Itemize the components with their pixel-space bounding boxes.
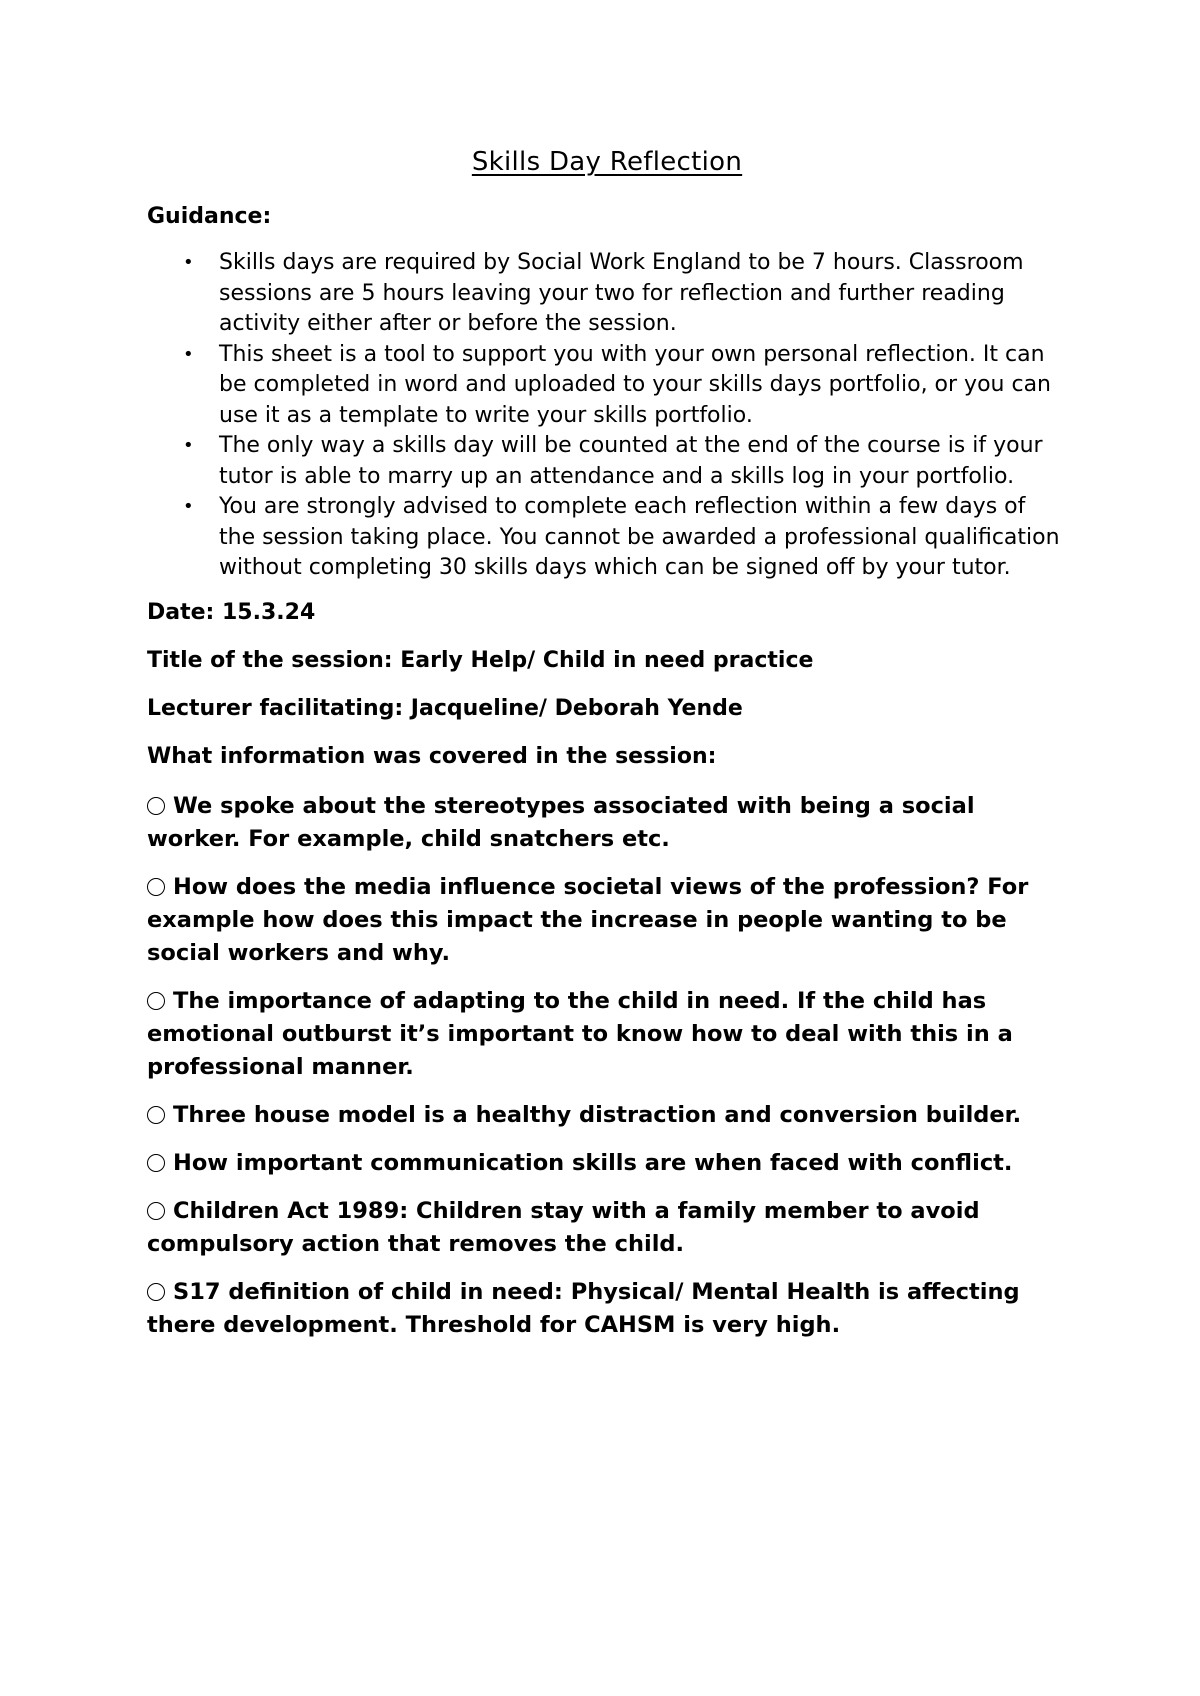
bullet-icon: • xyxy=(183,496,194,517)
guidance-item xyxy=(147,248,1067,340)
guidance-item-text: This sheet is a tool to support you with your own personal reflection. It can be completed in word and uploaded to your skills days portfolio, or you can use it as a template to write your skills portfolio. xyxy=(219,341,1051,428)
guidance-heading: Guidance: xyxy=(147,204,272,229)
covered-item xyxy=(147,985,1067,1084)
covered-item xyxy=(147,1099,1067,1132)
document-title: Skills Day Reflection xyxy=(471,147,743,177)
covered-heading: What information was covered in the session: xyxy=(147,743,717,769)
covered-item xyxy=(147,1147,1067,1180)
covered-item-text: Three house model is a healthy distraction and conversion builder. xyxy=(173,1101,1022,1128)
covered-item-text: S17 definition of child in need: Physical/ Mental Health is affecting there development. Threshold for CAHSM is very high. xyxy=(147,1278,1020,1338)
session-date: Date: 15.3.24 xyxy=(147,599,316,625)
covered-item xyxy=(147,790,1067,856)
circle-bullet-icon xyxy=(147,878,165,896)
covered-item-text: How does the media influence societal views of the profession? For example how does this impact the increase in people wanting to be social workers and why. xyxy=(147,873,1029,966)
bullet-icon: • xyxy=(183,343,194,365)
guidance-item xyxy=(147,431,1067,492)
guidance-item-text: Skills days are required by Social Work England to be 7 hours. Classroom sessions are 5 hours leaving your two for reflection and further reading activity either after or before the session. xyxy=(219,250,1024,336)
covered-item-text: The importance of adapting to the child in need. If the child has emotional outburst it’s important to know how to deal with this in a professional manner. xyxy=(147,987,1013,1080)
guidance-item xyxy=(147,492,1067,584)
guidance-item xyxy=(147,340,1067,432)
guidance-item-text: The only way a skills day will be counted at the end of the course is if your tutor is able to marry up an attendance and a skills log in your portfolio. xyxy=(219,433,1043,489)
covered-item-text: Children Act 1989: Children stay with a family member to avoid compulsory action that removes the child. xyxy=(147,1197,980,1257)
covered-item xyxy=(147,871,1067,970)
circle-bullet-icon xyxy=(147,1283,165,1301)
guidance-list xyxy=(147,248,1067,584)
covered-item xyxy=(147,1276,1067,1342)
circle-bullet-icon xyxy=(147,1154,165,1172)
circle-bullet-icon xyxy=(147,1202,165,1220)
bullet-icon: • xyxy=(183,252,194,273)
circle-bullet-icon xyxy=(147,992,165,1010)
covered-item-text: How important communication skills are when faced with conflict. xyxy=(173,1149,1013,1176)
covered-item-text: We spoke about the stereotypes associated with being a social worker. For example, child snatchers etc. xyxy=(147,792,975,852)
lecturer-facilitating: Lecturer facilitating: Jacqueline/ Deborah Yende xyxy=(147,695,743,721)
guidance-item-text: You are strongly advised to complete each reflection within a few days of the session taking place. You cannot be awarded a professional qualification without completing 30 skills days which can be signed off by your tutor. xyxy=(219,494,1060,580)
covered-item xyxy=(147,1195,1067,1261)
circle-bullet-icon xyxy=(147,797,165,815)
session-title: Title of the session: Early Help/ Child in need practice xyxy=(147,647,814,673)
bullet-icon: • xyxy=(183,435,194,456)
document-content xyxy=(147,142,1067,1357)
circle-bullet-icon xyxy=(147,1106,165,1124)
